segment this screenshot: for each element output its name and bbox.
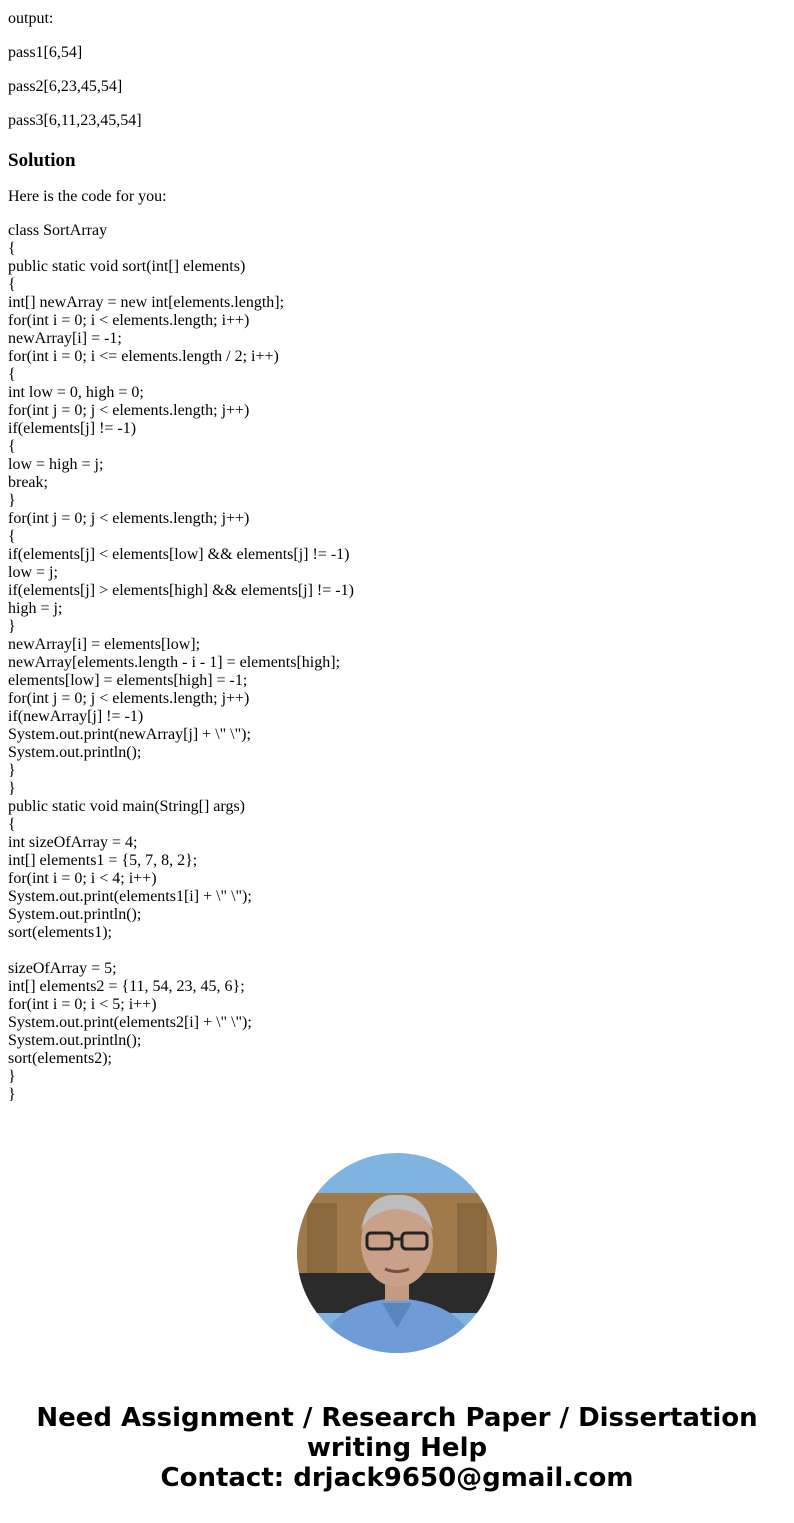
code-line: sizeOfArray = 5; (8, 960, 117, 977)
code-line: high = j; (8, 600, 63, 617)
solution-title: Solution (8, 150, 76, 171)
promo-line-1: Need Assignment / Research Paper / Dissertation (36, 1403, 758, 1433)
code-line: public static void main(String[] args) (8, 798, 245, 815)
code-line: if(elements[j] > elements[high] && elements[j] != -1) (8, 582, 354, 599)
code-line: } (8, 618, 16, 635)
code-line: newArray[i] = -1; (8, 330, 122, 347)
code-line: for(int j = 0; j < elements.length; j++) (8, 510, 250, 527)
code-line: sort(elements2); (8, 1050, 112, 1067)
code-line: newArray[elements.length - i - 1] = elements[high]; (8, 654, 341, 671)
code-line: int[] newArray = new int[elements.length]; (8, 294, 285, 311)
code-line: class SortArray (8, 222, 108, 239)
code-line: { (8, 276, 16, 293)
code-line: if(elements[j] < elements[low] && elements[j] != -1) (8, 546, 350, 563)
promo-banner (0, 1403, 794, 1493)
code-line: newArray[i] = elements[low]; (8, 636, 201, 653)
code-line: { (8, 366, 16, 383)
code-line: { (8, 528, 16, 545)
code-line: System.out.println(); (8, 906, 142, 923)
code-line: } (8, 1068, 16, 1085)
code-line: } (8, 780, 16, 797)
code-line: for(int i = 0; i < 4; i++) (8, 870, 157, 887)
code-line: for(int i = 0; i < elements.length; i++) (8, 312, 250, 329)
code-line: { (8, 438, 16, 455)
code-line: int[] elements2 = {11, 54, 23, 45, 6}; (8, 978, 245, 995)
code-line (8, 942, 786, 960)
code-line: if(newArray[j] != -1) (8, 708, 144, 725)
output-pass-3: pass3[6,11,23,45,54] (8, 112, 142, 129)
code-line: } (8, 492, 16, 509)
code-line: System.out.print(newArray[j] + \" \"); (8, 726, 251, 743)
code-line: int low = 0, high = 0; (8, 384, 144, 401)
code-line: int[] elements1 = {5, 7, 8, 2}; (8, 852, 198, 869)
code-line: for(int j = 0; j < elements.length; j++) (8, 402, 250, 419)
code-line: { (8, 240, 16, 257)
code-line: low = j; (8, 564, 58, 581)
code-line: low = high = j; (8, 456, 104, 473)
code-line: if(elements[j] != -1) (8, 420, 137, 437)
output-pass-1: pass1[6,54] (8, 44, 83, 61)
code-line: public static void sort(int[] elements) (8, 258, 246, 275)
code-line: for(int j = 0; j < elements.length; j++) (8, 690, 250, 707)
promo-line-2: writing Help (306, 1433, 488, 1463)
code-line: for(int i = 0; i < 5; i++) (8, 996, 157, 1013)
code-line: for(int i = 0; i <= elements.length / 2; i++) (8, 348, 279, 365)
code-line: { (8, 816, 16, 833)
code-line: sort(elements1); (8, 924, 112, 941)
code-block (8, 222, 786, 1104)
code-line: System.out.print(elements2[i] + \" \"); (8, 1014, 252, 1031)
code-line: break; (8, 474, 48, 491)
output-heading: output: (8, 10, 54, 27)
code-line: int sizeOfArray = 4; (8, 834, 138, 851)
code-line: System.out.println(); (8, 1032, 142, 1049)
promo-contact: Contact: drjack9650@gmail.com (160, 1463, 634, 1493)
code-line: elements[low] = elements[high] = -1; (8, 672, 248, 689)
code-line: System.out.println(); (8, 744, 142, 761)
code-line: } (8, 762, 16, 779)
solution-intro: Here is the code for you: (8, 188, 167, 205)
code-line: System.out.print(elements1[i] + \" \"); (8, 888, 252, 905)
author-photo (297, 1153, 497, 1353)
code-line: } (8, 1086, 16, 1103)
output-pass-2: pass2[6,23,45,54] (8, 78, 123, 95)
